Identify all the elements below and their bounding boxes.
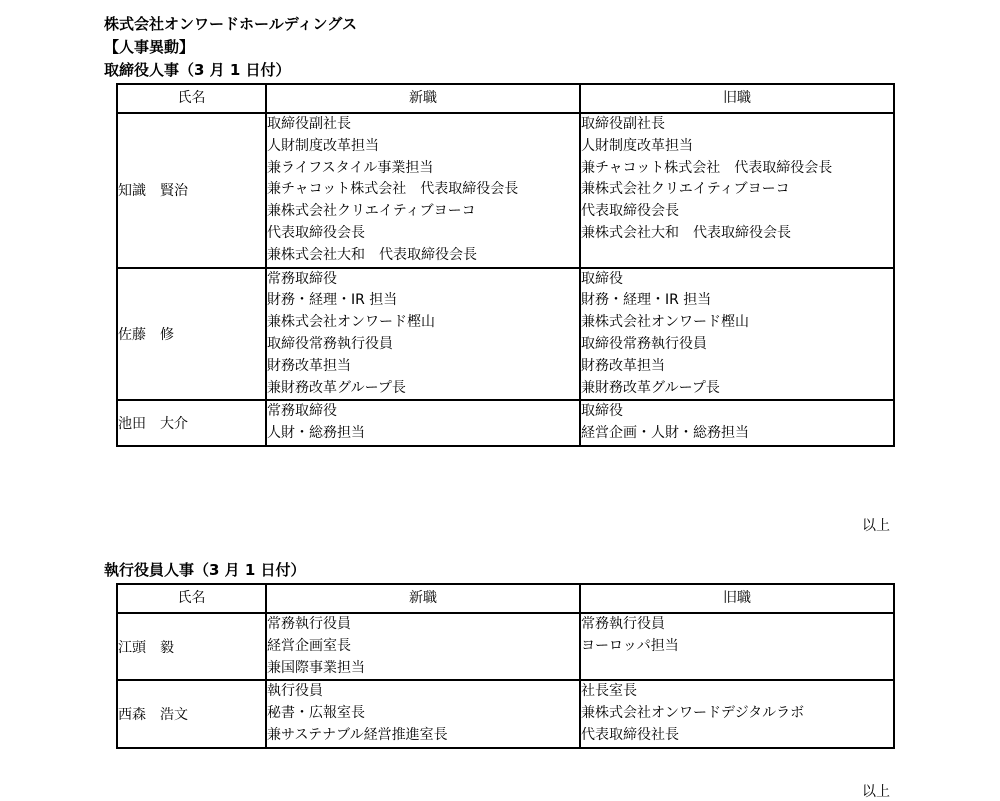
position-line: 取締役 bbox=[581, 270, 623, 287]
position-line: 経営企画室長 bbox=[267, 637, 351, 654]
column-header-new-position: 新職 bbox=[266, 584, 580, 613]
position-line: 常務取締役 bbox=[267, 270, 337, 287]
end-mark: 以上 bbox=[862, 518, 890, 534]
person-name: 江頭 毅 bbox=[117, 613, 266, 680]
position-line: 取締役副社長 bbox=[581, 116, 665, 132]
old-position-cell bbox=[580, 268, 894, 401]
position-line: 兼チャコット株式会社 代表取締役会長 bbox=[267, 181, 519, 198]
position-line: 兼株式会社大和 代表取締役会長 bbox=[267, 246, 477, 263]
column-header-name: 氏名 bbox=[117, 84, 266, 113]
director-section-title: 取締役人事（3 月 1 日付） bbox=[104, 61, 291, 79]
position-line: 財務改革担当 bbox=[581, 357, 665, 374]
table-row bbox=[117, 680, 894, 747]
old-position-cell bbox=[580, 113, 894, 268]
position-line: 財務・経理・IR 担当 bbox=[267, 292, 398, 309]
column-header-old-position: 旧職 bbox=[580, 584, 894, 613]
end-mark: 以上 bbox=[862, 784, 890, 800]
position-line: 財務改革担当 bbox=[267, 357, 351, 374]
officer-section-title: 執行役員人事（3 月 1 日付） bbox=[104, 561, 306, 579]
new-position-cell bbox=[266, 680, 580, 747]
new-position-cell bbox=[266, 400, 580, 446]
position-line: 代表取締役会長 bbox=[267, 224, 365, 241]
director-table bbox=[116, 83, 895, 447]
person-name: 池田 大介 bbox=[117, 400, 266, 446]
position-line: 秘書・広報室長 bbox=[267, 705, 365, 722]
position-line: 常務取締役 bbox=[267, 403, 337, 420]
person-name: 佐藤 修 bbox=[117, 268, 266, 401]
position-line: 常務執行役員 bbox=[267, 616, 351, 632]
person-name: 知識 賢治 bbox=[117, 113, 266, 268]
position-line: 兼株式会社オンワード樫山 bbox=[267, 314, 435, 331]
old-position-cell bbox=[580, 400, 894, 446]
officer-table bbox=[116, 583, 895, 749]
position-line: 取締役常務執行役員 bbox=[267, 335, 393, 352]
old-position-cell bbox=[580, 613, 894, 680]
position-line: 財務・経理・IR 担当 bbox=[581, 292, 712, 309]
document-subject: 【人事異動】 bbox=[104, 38, 195, 56]
position-line: 人財・総務担当 bbox=[267, 425, 365, 442]
position-line: 兼サステナブル経営推進室長 bbox=[267, 726, 448, 743]
position-line: 兼株式会社クリエイティブヨーコ bbox=[581, 181, 790, 198]
company-name: 株式会社オンワードホールディングス bbox=[104, 15, 358, 33]
new-position-cell bbox=[266, 268, 580, 401]
position-line: 経営企画・人財・総務担当 bbox=[581, 425, 749, 442]
position-line: 取締役常務執行役員 bbox=[581, 335, 707, 352]
position-line: 兼株式会社オンワードデジタルラボ bbox=[581, 705, 805, 722]
table-header-row bbox=[117, 84, 894, 113]
table-row bbox=[117, 268, 894, 401]
table-row bbox=[117, 113, 894, 268]
position-line: 兼株式会社クリエイティブヨーコ bbox=[267, 203, 476, 220]
position-line: 人財制度改革担当 bbox=[581, 137, 693, 154]
position-line: 兼国際事業担当 bbox=[267, 659, 365, 676]
column-header-old-position: 旧職 bbox=[580, 84, 894, 113]
table-row bbox=[117, 400, 894, 446]
column-header-new-position: 新職 bbox=[266, 84, 580, 113]
table-header-row bbox=[117, 584, 894, 613]
position-line: ヨーロッパ担当 bbox=[581, 637, 679, 654]
table-row bbox=[117, 613, 894, 680]
new-position-cell bbox=[266, 613, 580, 680]
position-line: 人財制度改革担当 bbox=[267, 137, 379, 154]
position-line: 常務執行役員 bbox=[581, 616, 665, 632]
position-line: 執行役員 bbox=[267, 683, 323, 700]
old-position-cell bbox=[580, 680, 894, 747]
position-line: 兼財務改革グループ長 bbox=[581, 379, 720, 396]
column-header-name: 氏名 bbox=[117, 584, 266, 613]
person-name: 西森 浩文 bbox=[117, 680, 266, 747]
position-line: 取締役副社長 bbox=[267, 116, 351, 132]
position-line: 代表取締役会長 bbox=[581, 203, 679, 220]
position-line: 代表取締役社長 bbox=[581, 726, 679, 743]
position-line: 兼株式会社オンワード樫山 bbox=[581, 314, 749, 331]
position-line: 兼株式会社大和 代表取締役会長 bbox=[581, 224, 791, 241]
position-line: 兼財務改革グループ長 bbox=[267, 379, 406, 396]
new-position-cell bbox=[266, 113, 580, 268]
position-line: 兼ライフスタイル事業担当 bbox=[267, 159, 434, 176]
position-line: 社長室長 bbox=[581, 683, 637, 700]
position-line: 兼チャコット株式会社 代表取締役会長 bbox=[581, 159, 833, 176]
position-line: 取締役 bbox=[581, 403, 623, 420]
